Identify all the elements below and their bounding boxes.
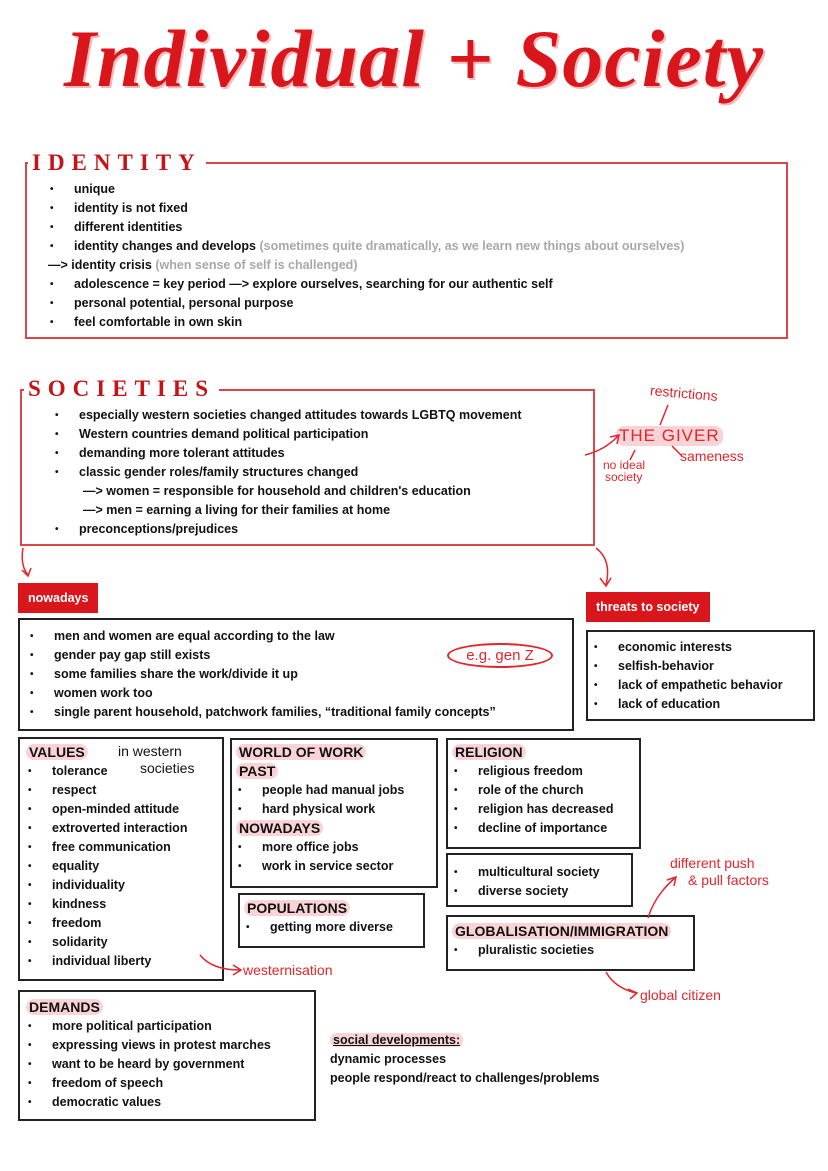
globalisation-heading: GLOBALISATION/IMMIGRATION xyxy=(452,923,671,939)
list-item: • tolerance xyxy=(26,762,187,781)
social-heading: social developments: xyxy=(330,1033,463,1047)
societies-heading: SOCIETIES xyxy=(24,377,219,401)
list-item: • work in service sector xyxy=(236,857,404,876)
list-item: • religion has decreased xyxy=(452,800,613,819)
list-item: • preconceptions/prejudices xyxy=(53,520,522,539)
list-item: • more political participation xyxy=(26,1017,271,1036)
list-item: • selfish-behavior xyxy=(592,657,783,676)
list-item: • expressing views in protest marches xyxy=(26,1036,271,1055)
nowadays-label: nowadays xyxy=(18,583,98,613)
list-item: • extroverted interaction xyxy=(26,819,187,838)
push-pull-note-2: & pull factors xyxy=(688,872,769,888)
arrow-to-threats xyxy=(596,548,611,586)
list-item: • people had manual jobs xyxy=(236,781,404,800)
list-item: dynamic processes xyxy=(330,1052,447,1066)
values-note: in western xyxy=(118,743,182,759)
list-item: • multicultural society xyxy=(452,863,600,882)
list-item: • want to be heard by government xyxy=(26,1055,271,1074)
list-item: • adolescence = key period —> explore ourselves, searching for our authentic self xyxy=(48,275,684,294)
list-item: • economic interests xyxy=(592,638,783,657)
no-ideal-note: no ideal xyxy=(603,458,646,472)
list-item: • getting more diverse xyxy=(244,918,393,937)
global-citizen-note: global citizen xyxy=(640,987,721,1003)
giver-line-society xyxy=(630,450,635,460)
gen-z-note: e.g. gen Z xyxy=(447,643,553,668)
list-item: • freedom xyxy=(26,914,187,933)
list-item: • lack of education xyxy=(592,695,783,714)
threats-label: threats to society xyxy=(586,592,710,622)
list-item: • lack of empathetic behavior xyxy=(592,676,783,695)
sameness-note: sameness xyxy=(680,448,744,464)
list-item: • feel comfortable in own skin xyxy=(48,313,684,332)
giver-line-sameness xyxy=(672,446,682,456)
arrow-to-giver xyxy=(585,435,619,455)
list-item: • more office jobs xyxy=(236,838,404,857)
list-item: • identity changes and develops (sometimes quite dramatically, as we learn new things about ourselves) xyxy=(48,237,684,256)
list-item: • gender pay gap still exists xyxy=(28,646,496,665)
list-item: • especially western societies changed attitudes towards LGBTQ movement xyxy=(53,406,522,425)
giver-line-restrictions xyxy=(660,405,668,425)
page-title: Individual + Society xyxy=(64,13,764,104)
list-item: • some families share the work/divide it up xyxy=(28,665,496,684)
push-pull-note: different push xyxy=(670,855,755,871)
society-note: society xyxy=(605,470,643,484)
list-item: • single parent household, patchwork families, “traditional family concepts” xyxy=(28,703,496,722)
list-item: • diverse society xyxy=(452,882,600,901)
nowadays-heading: NOWADAYS xyxy=(236,820,323,836)
populations-heading: POPULATIONS xyxy=(244,900,350,916)
list-item: • different identities xyxy=(48,218,684,237)
list-item: • solidarity xyxy=(26,933,187,952)
list-item: • equality xyxy=(26,857,187,876)
list-item: • classic gender roles/family structures changed xyxy=(53,463,522,482)
demands-heading: DEMANDS xyxy=(26,999,103,1015)
list-item: —> identity crisis (when sense of self is challenged) xyxy=(48,258,358,272)
arrow-to-westernisation xyxy=(200,955,241,975)
values-heading: VALUES xyxy=(26,744,88,760)
list-item: • role of the church xyxy=(452,781,613,800)
list-item: • kindness xyxy=(26,895,187,914)
list-item: —> men = earning a living for their families at home xyxy=(83,503,391,517)
list-item: • individuality xyxy=(26,876,187,895)
values-note-2: societies xyxy=(140,760,195,776)
list-item: • hard physical work xyxy=(236,800,404,819)
arrow-to-push-pull xyxy=(648,877,676,918)
list-item: • respect xyxy=(26,781,187,800)
list-item: • open-minded attitude xyxy=(26,800,187,819)
list-item: • freedom of speech xyxy=(26,1074,271,1093)
list-item: • pluralistic societies xyxy=(452,941,671,960)
list-item: people respond/react to challenges/problems xyxy=(330,1071,600,1085)
list-item: • personal potential, personal purpose xyxy=(48,294,684,313)
arrow-to-global-citizen xyxy=(606,972,637,999)
westernisation-note: westernisation xyxy=(243,962,333,978)
list-item: • religious freedom xyxy=(452,762,613,781)
religion-heading: RELIGION xyxy=(452,744,526,760)
list-item: • free communication xyxy=(26,838,187,857)
identity-heading: IDENTITY xyxy=(28,151,206,175)
list-item: • individual liberty xyxy=(26,952,187,971)
arrow-to-nowadays xyxy=(22,548,31,576)
list-item: • men and women are equal according to the law xyxy=(28,627,496,646)
list-item: • decline of importance xyxy=(452,819,613,838)
list-item: • Western countries demand political participation xyxy=(53,425,522,444)
list-item: • identity is not fixed xyxy=(48,199,684,218)
list-item: • women work too xyxy=(28,684,496,703)
restrictions-note: restrictions xyxy=(649,382,719,404)
list-item: • demanding more tolerant attitudes xyxy=(53,444,522,463)
list-item: • unique xyxy=(48,180,684,199)
the-giver-note: THE GIVER xyxy=(616,426,723,446)
past-heading: PAST xyxy=(236,763,278,779)
work-heading: WORLD OF WORK xyxy=(236,744,366,760)
list-item: —> women = responsible for household and children's education xyxy=(83,484,471,498)
list-item: • democratic values xyxy=(26,1093,271,1112)
